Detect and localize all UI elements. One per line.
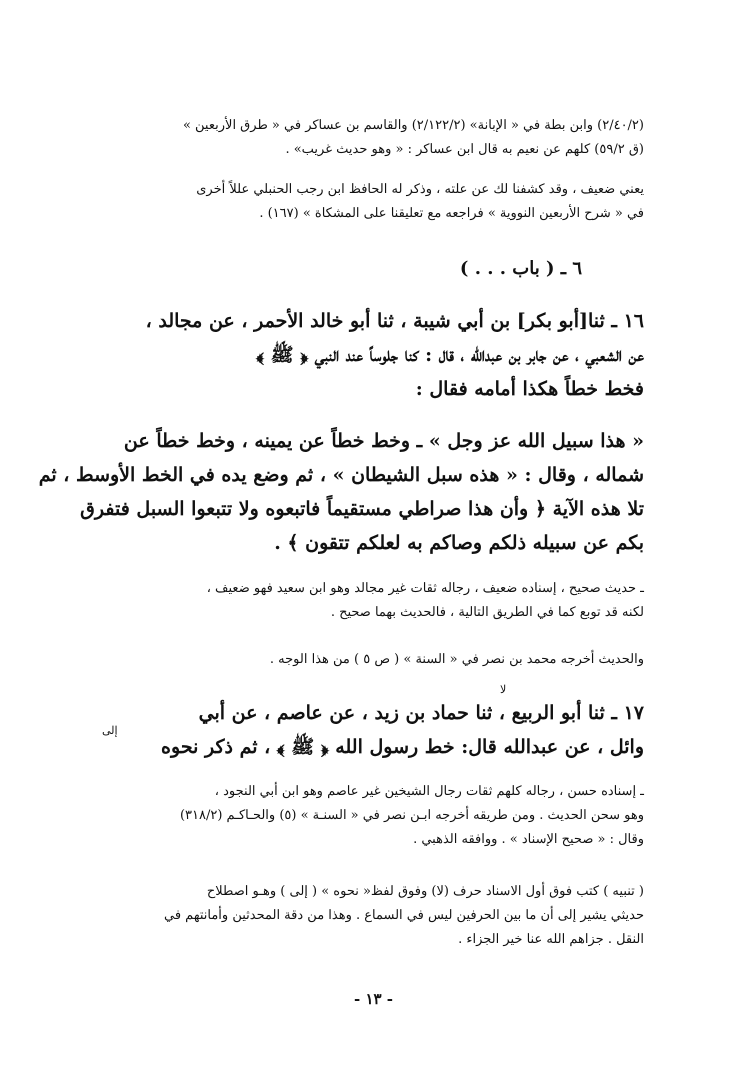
- hadith-16-matn: [38, 424, 644, 560]
- hadith-16-grading: [104, 577, 644, 625]
- text-line: وائل ، عن عبدالله قال: خط رسول الله ﴿ ﷺ ﴾ ، ثم ذكر نحوه: [161, 736, 644, 758]
- text-line: وقال : « صحيح الإسناد » . ووافقه الذهبي .: [413, 832, 644, 847]
- hadith-17: [104, 696, 644, 764]
- text-line: فخط خطاً هكذا أمامه فقال :: [415, 378, 644, 400]
- text-line: ١٦ ـ ثنا[أبو بكر] بن أبي شيبة ، ثنا أبو خالد الأحمر ، عن مجالد ،: [145, 310, 644, 332]
- chapter-heading: ٦ ـ ( باب . . . ): [459, 258, 582, 279]
- text-line: تلا هذه الآية ﴿ وأن هذا صراطي مستقيماً فاتبعوه ولا تتبعوا السبل فتفرق: [80, 498, 644, 520]
- illah-note: [104, 178, 644, 226]
- text-line: ( تنبيه ) كتب فوق أول الاسناد حرف (لا) وفوق لفظ« نحوه » ( إلى ) وهـو اصطلاح: [206, 884, 644, 899]
- text-line: وهو سحن الحديث . ومن طريقه أخرجه ابـن نصر في « السنـة » (٥) والحـاكـم (٣١٨/٢): [179, 808, 644, 823]
- text-line: النقل . جزاهم الله عنا خير الجزاء .: [458, 932, 644, 947]
- text-line: لكنه قد توبع كما في الطريق التالية ، فالحديث بهما صحيح .: [330, 605, 644, 620]
- text-line: والحديث أخرجه محمد بن نصر في « السنة » ( ص ٥ ) من هذا الوجه .: [269, 652, 644, 667]
- text-line: ـ حديث صحيح ، إسناده ضعيف ، رجاله ثقات غير مجالد وهو ابن سعيد فهو ضعيف ،: [206, 581, 644, 596]
- tanbih-note: [104, 880, 644, 952]
- takhrij-footnote-top: [104, 114, 644, 162]
- text-line: ١٧ ـ ثنا أبو الربيع ، ثنا حماد بن زيد ، عن عاصم ، عن أبي: [198, 702, 644, 724]
- text-line: شماله ، وقال : « هذه سبل الشيطان » ، ثم وضع يده في الخط الأوسط ، ثم: [38, 464, 644, 486]
- text-line: في « شرح الأربعين النووية » فراجعه مع تعليقنا على المشكاة » (١٦٧) .: [259, 206, 644, 221]
- text-line: بكم عن سبيله ذلكم وصاكم به لعلكم تتقون ﴾ .: [274, 532, 644, 554]
- hadith-16-isnad: [104, 304, 644, 406]
- marker-la: لا: [500, 683, 507, 696]
- marker-ila: إلى: [102, 724, 118, 737]
- text-line: ـ إسناده حسن ، رجاله كلهم ثقات رجال الشيخين غير عاصم وهو ابن أبي النجود ،: [214, 784, 644, 799]
- text-line: (٢/٤٠/٢) وابن بطة في « الإبانة» (٢/١٢٢/٢) والقاسم بن عساكر في « طرق الأربعين »: [182, 118, 644, 133]
- text-line: يعني ضعيف ، وقد كشفنا لك عن علته ، وذكر له الحافظ ابن رجب الحنبلي عللاً أخرى: [196, 182, 644, 197]
- hadith-16-takhrij: [104, 648, 644, 672]
- text-line: (ق ٥٩/٢) كلهم عن نعيم به قال ابن عساكر : « وهو حديث غريب» .: [285, 142, 644, 157]
- text-line: حديثي يشير إلى أن ما بين الحرفين ليس في السماع . وهذا من دقة المحدثين وأمانتهم في: [164, 908, 644, 923]
- text-line: « هذا سبيل الله عز وجل » ـ وخط خطاً عن يمينه ، وخط خطاً عن: [123, 430, 644, 452]
- hadith-17-grading: [104, 780, 644, 852]
- page-number: - ١٣ -: [353, 990, 394, 1008]
- text-line: عن الشعبي ، عن جابر بن عبدالله ، قال : كنا جلوساً عند النبي ﴿ ﷺ ﴾: [256, 344, 644, 366]
